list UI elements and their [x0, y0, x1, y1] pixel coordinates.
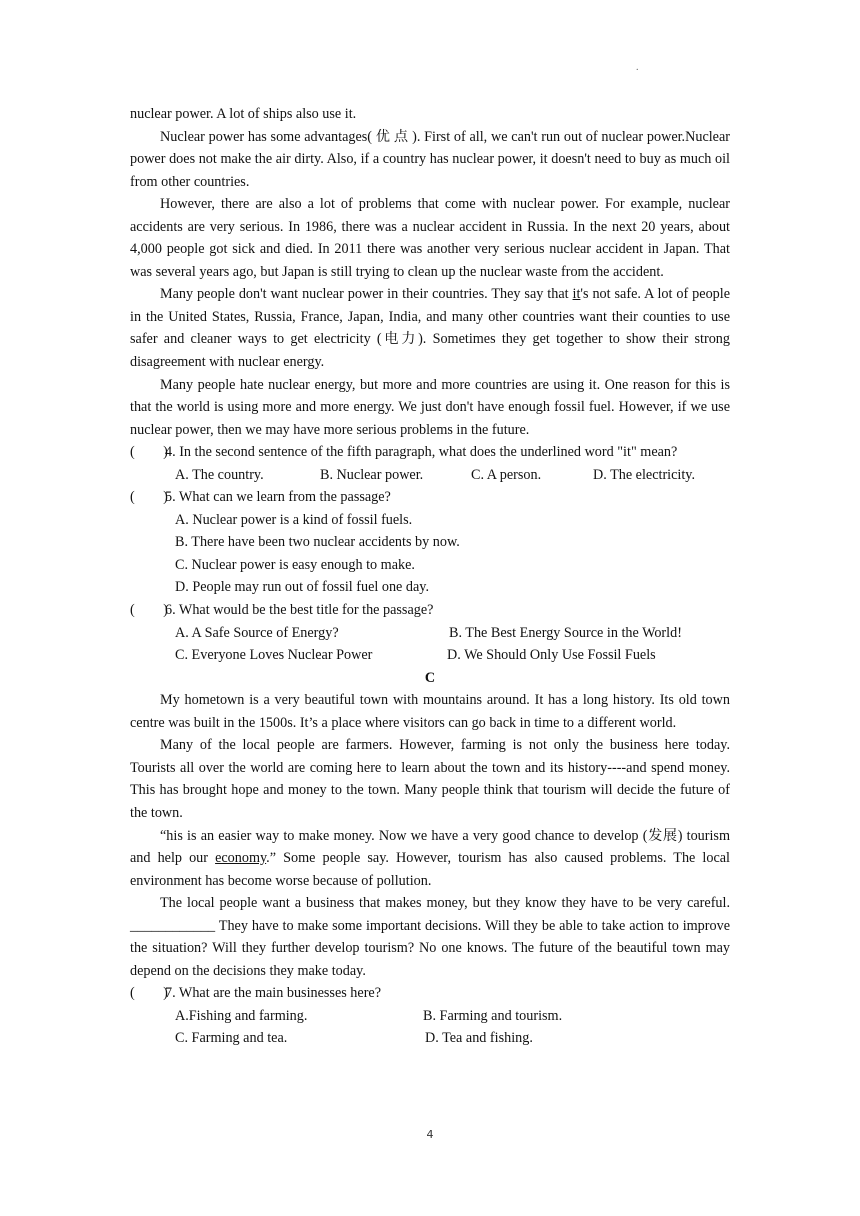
underlined-word-it: it	[572, 286, 581, 303]
question-7-options-row2	[175, 1027, 730, 1050]
option-c[interactable]: C. Everyone Loves Nuclear Power	[175, 647, 373, 664]
question-6-options-row1	[175, 622, 730, 645]
question-text: 4. In the second sentence of the fifth paragraph, what does the underlined word "it" mean?	[165, 444, 678, 461]
option-c[interactable]: C. Farming and tea.	[175, 1030, 288, 1047]
question-5	[130, 486, 730, 509]
paragraph-conclusion: Many people hate nuclear energy, but more and more countries are using it. One reason for this is that the world is using more and more energy. We just don't have enough fossil fuel. However, if we use nuclear power, then we may have more serious problems in the future.	[130, 376, 730, 438]
option-b[interactable]: B. Farming and tourism.	[423, 1007, 563, 1024]
underlined-word-economy: economy	[215, 850, 267, 867]
answer-blank[interactable]: ( )	[130, 489, 168, 506]
paragraph-advantages: Nuclear power has some advantages( 优 点 ). First of all, we can't run out of nuclear power.Nuclear power does not make the air dirty. Also, if a country has nuclear power, it doesn't need to buy as much oil from other countries.	[130, 128, 730, 190]
option-d[interactable]: D. We Should Only Use Fossil Fuels	[447, 647, 656, 664]
option-b[interactable]: B. Nuclear power.	[320, 466, 424, 483]
question-6	[130, 599, 730, 622]
paragraph-decisions: The local people want a business that makes money, but they know they have to be very careful. ____________ They have to make some important decisions. Will they be able to take action to improve the situation? Will they further develop tourism? No one knows. The future of the beautiful town may depend on the decisions they make today.	[130, 895, 730, 979]
option-c[interactable]: C. Nuclear power is easy enough to make.	[175, 556, 415, 573]
option-d[interactable]: D. People may run out of fossil fuel one day.	[175, 579, 430, 596]
answer-blank[interactable]: ( )	[130, 985, 168, 1002]
question-4	[130, 441, 730, 464]
option-a[interactable]: A. A Safe Source of Energy?	[175, 624, 339, 641]
paragraph-farmers: Many of the local people are farmers. However, farming is not only the business here today. Tourists all over the world are coming here to learn about the town and its history----and spend money. This has brought hope and money to the town. Many people think that tourism will decide the future of the town.	[130, 737, 730, 821]
option-d[interactable]: D. Tea and fishing.	[425, 1030, 533, 1047]
paragraph-tourism	[130, 825, 730, 893]
question-7	[130, 982, 730, 1005]
header-mark: .	[636, 62, 639, 73]
option-a[interactable]: A. Nuclear power is a kind of fossil fuels.	[175, 511, 413, 528]
option-a[interactable]: A. The country.	[175, 466, 264, 483]
section-heading-c: C	[424, 669, 436, 686]
answer-blank[interactable]: ( )	[130, 444, 168, 461]
text-run: 's not safe. A lot of people in the United States, Russia, France, Japan, India, and many other countries want their counties to use safer and cleaner ways to get electricity (电力). Sometimes they get together to show their strong disagreement with nuclear energy.	[130, 286, 730, 371]
paragraph-problems: However, there are also a lot of problems that come with nuclear power. For example, nuclear accidents are very serious. In 1986, there was a nuclear accident in Russia. In the next 20 years, about 4,000 people got sick and died. In 2011 there was another very serious nuclear accident in Japan. That was several years ago, but Japan is still trying to clean up the nuclear waste from the accident.	[130, 196, 730, 280]
paragraph-hometown: My hometown is a very beautiful town with mountains around. It has a long history. Its old town centre was built in the 1500s. It’s a place where visitors can go back in time to a different world.	[130, 692, 730, 731]
option-b[interactable]: B. The Best Energy Source in the World!	[449, 624, 682, 641]
question-4-options	[175, 464, 730, 487]
question-text: 7. What are the main businesses here?	[165, 985, 382, 1002]
option-c[interactable]: C. A person.	[471, 466, 542, 483]
question-text: 6. What would be the best title for the passage?	[165, 602, 434, 619]
document-body	[130, 103, 730, 1050]
question-6-options-row2	[175, 644, 730, 667]
option-d[interactable]: D. The electricity.	[593, 466, 696, 483]
text-run: .” Some people say. However, tourism has also caused problems. The local environment has become worse because of pollution.	[130, 850, 730, 889]
option-a[interactable]: A.Fishing and farming.	[175, 1007, 308, 1024]
paragraph-continuation: nuclear power. A lot of ships also use it.	[130, 106, 357, 122]
page-number: 4	[426, 1128, 434, 1141]
paragraph-opposition	[130, 283, 730, 373]
question-7-options-row1	[175, 1005, 730, 1028]
text-run: Many people don't want nuclear power in their countries. They say that	[160, 286, 573, 303]
question-text: 5. What can we learn from the passage?	[165, 489, 391, 506]
text-run: “his is an easier way to make money. Now we have a very good chance to develop (发展) tourism and help our	[130, 827, 730, 867]
answer-blank[interactable]: ( )	[130, 602, 168, 619]
option-b[interactable]: B. There have been two nuclear accidents by now.	[175, 534, 460, 551]
